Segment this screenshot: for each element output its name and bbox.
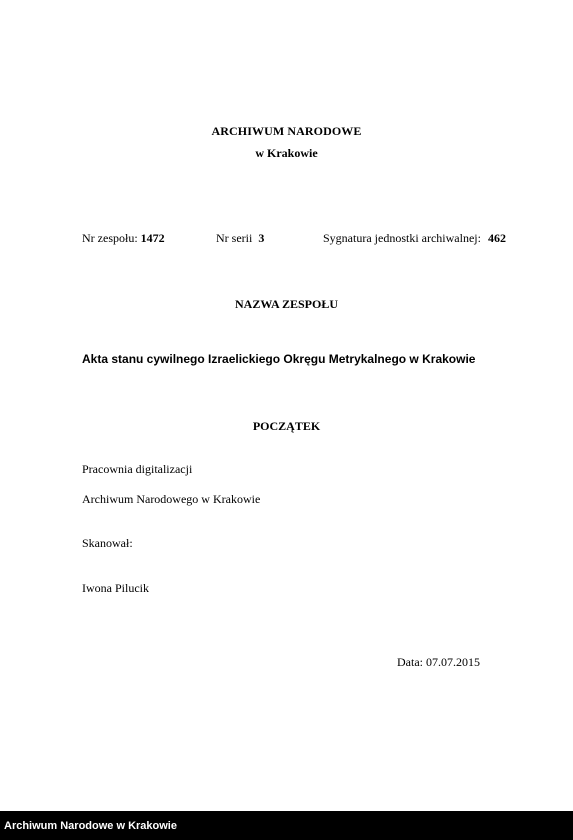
unit-signature-label: Sygnatura jednostki archiwalnej: [323, 231, 481, 245]
fonds-number [82, 231, 165, 246]
scanned-label: Skanował: [82, 536, 133, 550]
scanned-by: Iwona Pilucik [82, 581, 149, 595]
archive-line: Archiwum Narodowego w Krakowie [82, 492, 261, 506]
series-number [216, 231, 264, 246]
archive-title: ARCHIWUM NARODOWE [211, 124, 362, 138]
footer-text: Archiwum Narodowe w Krakowie [4, 820, 177, 832]
fonds-number-label: Nr zespołu: [82, 231, 138, 245]
fonds-name-heading: NAZWA ZESPOŁU [234, 297, 339, 311]
start-heading: POCZĄTEK [252, 419, 321, 433]
series-number-label: Nr serii [216, 231, 253, 245]
unit-signature [323, 231, 506, 246]
archive-city: w Krakowie [255, 146, 318, 160]
fonds-number-value: 1472 [140, 231, 165, 245]
fonds-name: Akta stanu cywilnego Izraelickiego Okręgu Metrykalnego w Krakowie [82, 352, 476, 366]
workshop-line: Pracownia digitalizacji [82, 462, 193, 476]
footer-bar [0, 811, 573, 840]
scan-date: Data: 07.07.2015 [397, 655, 480, 669]
unit-signature-value: 462 [487, 231, 506, 245]
series-number-value: 3 [258, 231, 265, 245]
